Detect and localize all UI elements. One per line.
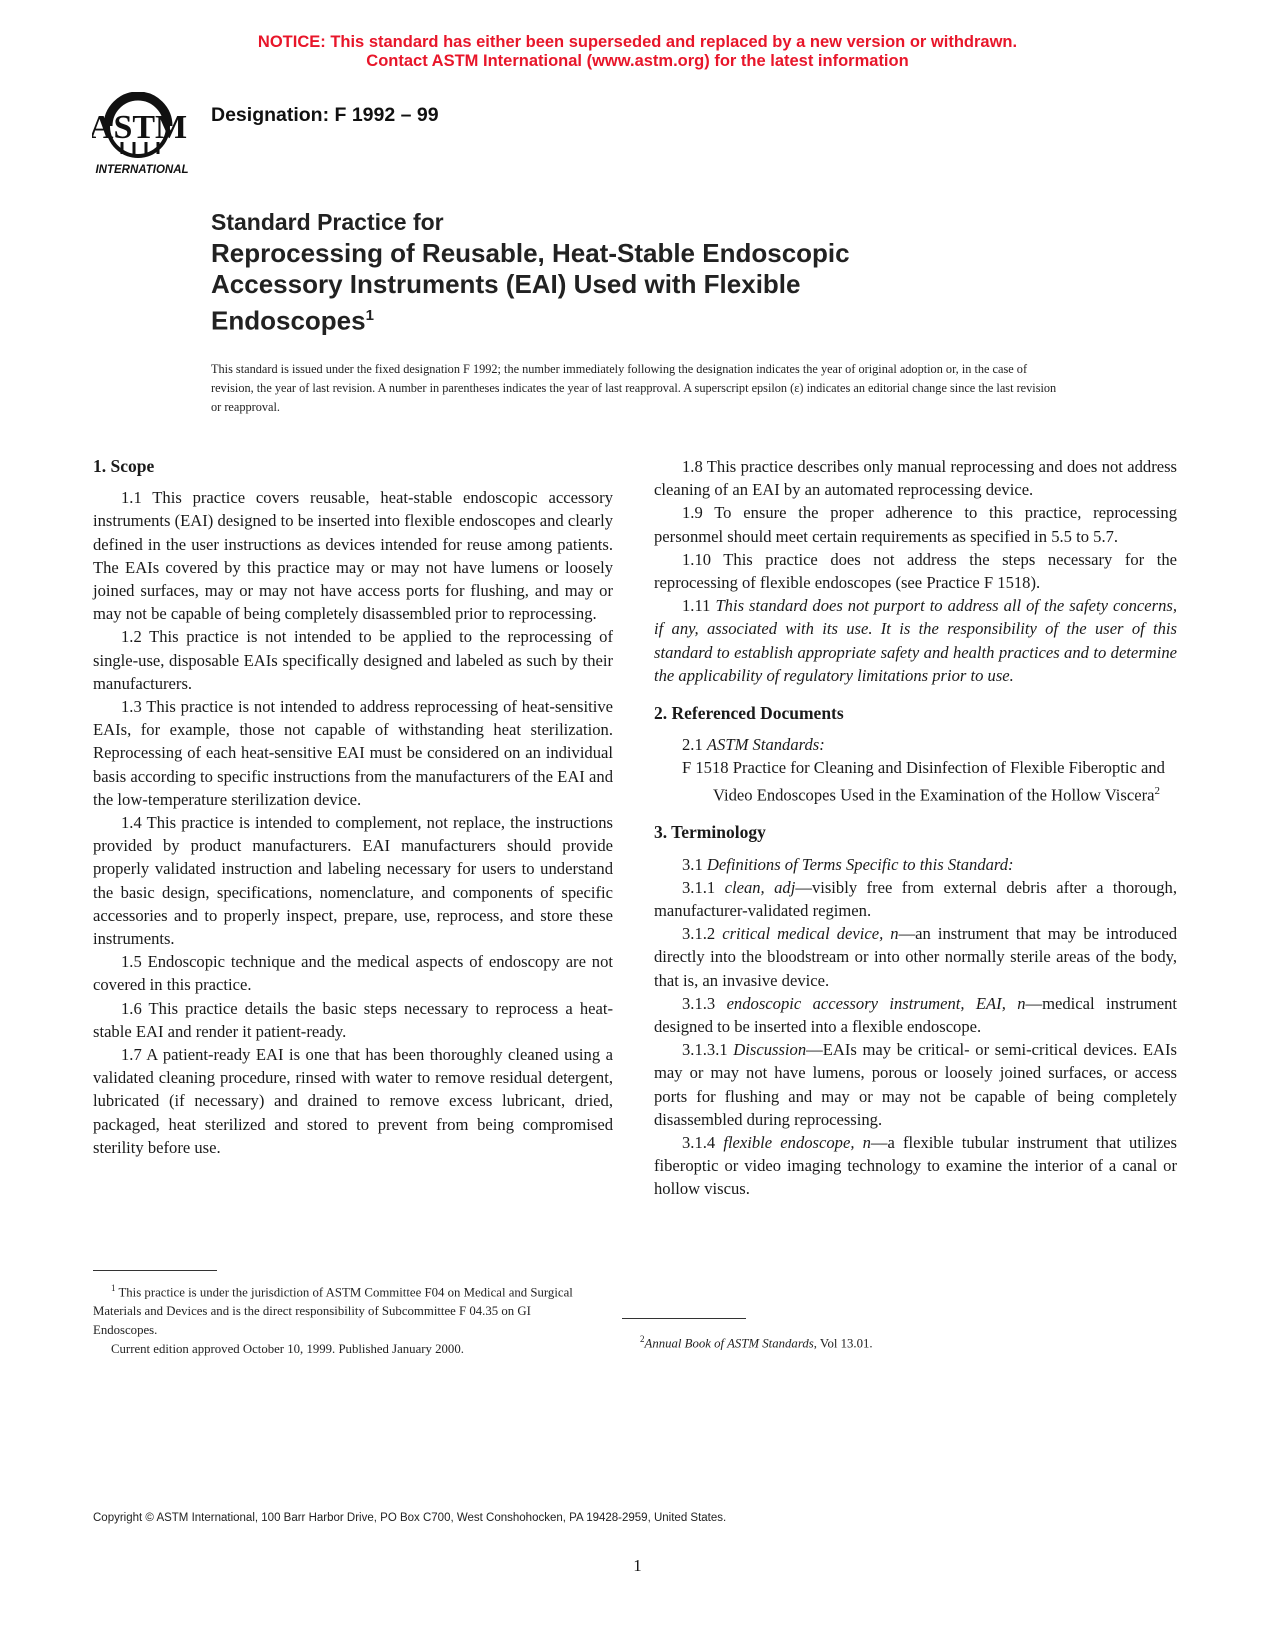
page-number: 1	[633, 1556, 642, 1575]
reference-f1518-text: F 1518 Practice for Cleaning and Disinfection of Flexible Fiberoptic and Video Endoscopes Used in the Examination of the Hollow Viscera	[682, 758, 1165, 805]
para-3-1-3-1	[654, 1038, 1177, 1131]
para-2-1	[654, 733, 1177, 756]
para-3-1-1	[654, 876, 1177, 922]
footnote-1-text: This practice is under the jurisdiction of ASTM Committee F04 on Medical and Surgical Materials and Devices and is the direct responsibility of Subcommittee F 04.35 on GI Endoscopes.	[93, 1285, 573, 1338]
para-3-1-number: 3.1	[682, 854, 703, 874]
reference-f1518	[682, 756, 1177, 806]
para-1-7: 1.7 A patient-ready EAI is one that has been thoroughly cleaned using a validated cleaning procedure, rinsed with water to remove residual detergent, lubricated (if necessary) and drained to remove excess lubricant, dried, packaged, heat sterilized and stored to prevent from being compromised sterility before use.	[93, 1045, 613, 1157]
para-1-8: 1.8 This practice describes only manual reprocessing and does not address cleaning of an EAI by an automated reprocessing device.	[654, 457, 1177, 500]
heading-scope: 1. Scope	[93, 456, 155, 476]
footnote-divider-left	[93, 1270, 217, 1271]
reference-f1518-footnote-ref: 2	[1154, 784, 1160, 797]
title-footnote-ref: 1	[365, 307, 374, 324]
para-1-10: 1.10 This practice does not address the steps necessary for the reprocessing of flexible endoscopes (see Practice F 1518).	[654, 549, 1177, 593]
definition-clean: —visibly free from external debris after a thorough, manufacturer-validated regimen.	[654, 877, 1177, 920]
definition-eai: —medical instrument designed to be inserted into a flexible endoscope.	[654, 993, 1177, 1036]
withdrawal-notice	[0, 33, 1275, 71]
notice-line-2: Contact ASTM International (www.astm.org) for the latest information	[366, 52, 909, 70]
para-1-11-text: This standard does not purport to address all of the safety concerns, if any, associated with its use. It is the responsibility of the user of this standard to establish appropriate safety and health practices and to determine the applicability of regulatory limitations prior to use.	[654, 596, 1178, 685]
definition-flexible-endoscope: —a flexible tubular instrument that utilizes fiberoptic or video imaging technology to examine the interior of a canal or hollow viscus.	[654, 1133, 1177, 1199]
para-3-1	[654, 853, 1177, 876]
para-3-1-3	[654, 992, 1177, 1038]
heading-referenced-documents: 2. Referenced Documents	[654, 703, 844, 724]
footnote-2-text: , Vol 13.01.	[813, 1336, 873, 1351]
left-column	[93, 455, 613, 1159]
para-2-1-text: ASTM Standards:	[706, 735, 825, 755]
copyright-line: Copyright © ASTM International, 100 Barr Harbor Drive, PO Box C700, West Conshohocken, PA 19428-2959, United States.	[93, 1512, 727, 1524]
para-1-4: 1.4 This practice is intended to complement, not replace, the instructions provided by product manufacturers. EAI manufacturers should provide properly validated instruction and labeling necessary for users to understand the basic design, specifications, nomenclature, and components of specific accessories and to properly inspect, prepare, use, reprocess, and store these instruments.	[93, 813, 613, 949]
para-1-11-number: 1.11	[682, 596, 711, 616]
issue-note: This standard is issued under the fixed designation F 1992; the number immediately following the designation indicates the year of original adoption or, in the case of revision, the year of last revision. A number in parentheses indicates the year of last reapproval. A superscript epsilon (ε) indicates an editorial change since the last revision or reapproval.	[211, 362, 1057, 414]
title-line-1: Standard Practice for	[211, 209, 444, 235]
title-line-2: Reprocessing of Reusable, Heat-Stable Endoscopic	[211, 238, 850, 268]
discussion-label: Discussion	[733, 1040, 807, 1060]
svg-text:ASTM: ASTM	[92, 109, 188, 146]
discussion-text: —EAIs may be critical- or semi-critical devices. EAIs may or may not have lumens, porous or loosely joined surfaces, or access ports for flushing and may or may not be capable of being completely disassembled during reprocessing.	[654, 1040, 1177, 1129]
para-1-3: 1.3 This practice is not intended to address reprocessing of heat-sensitive EAIs, for example, those not capable of withstanding heat sterilization. Reprocessing of each heat-sensitive EAI must be considered on an individual basis according to specific instructions from the manufacturers of the EAI and the low-temperature sterilization device.	[93, 697, 613, 809]
definition-critical-medical-device: —an instrument that may be introduced directly into the bloodstream or into other normally sterile areas of the body, that is, an invasive device.	[654, 924, 1177, 990]
footnote-2-title: Annual Book of ASTM Standards	[644, 1336, 814, 1351]
para-3-1-text: Definitions of Terms Specific to this Standard:	[706, 854, 1014, 874]
term-flexible-endoscope: flexible endoscope, n	[723, 1133, 871, 1153]
para-2-1-number: 2.1	[682, 735, 703, 755]
para-3-1-2	[654, 922, 1177, 992]
para-3-1-2-number: 3.1.2	[682, 924, 716, 944]
footnote-1	[93, 1279, 589, 1359]
para-1-5: 1.5 Endoscopic technique and the medical aspects of endoscopy are not covered in this practice.	[93, 952, 613, 995]
para-3-1-4-number: 3.1.4	[682, 1133, 716, 1153]
para-1-6: 1.6 This practice details the basic steps necessary to reprocess a heat-stable EAI and render it patient-ready.	[93, 998, 613, 1041]
designation: Designation: F 1992 – 99	[211, 104, 439, 126]
para-1-9: 1.9 To ensure the proper adherence to this practice, reprocessing personmel should meet certain requirements as specified in 5.5 to 5.7.	[654, 503, 1177, 546]
para-3-1-3-1-number: 3.1.3.1	[682, 1040, 728, 1060]
astm-logo-icon	[92, 92, 196, 182]
term-clean: clean, adj	[724, 877, 796, 897]
para-1-1: 1.1 This practice covers reusable, heat-stable endoscopic accessory instruments (EAI) designed to be inserted into flexible endoscopes and clearly defined in the user instructions as devices intended for reuse among patients. The EAIs covered by this practice may or may not have lumens or loosely joined surfaces, may or may not have access ports for flushing, and may or may not be capable of being completely disassembled prior to reprocessing.	[93, 488, 613, 624]
heading-terminology: 3. Terminology	[654, 822, 766, 843]
para-3-1-1-number: 3.1.1	[682, 877, 716, 897]
para-3-1-3-number: 3.1.3	[682, 993, 716, 1013]
title-line-4: Endoscopes	[211, 305, 366, 336]
footnote-divider-right	[622, 1318, 746, 1319]
footnote-2	[622, 1330, 1122, 1353]
para-1-11	[654, 594, 1177, 687]
term-critical-medical-device: critical medical device, n	[722, 924, 899, 944]
footnote-2-marker: 2	[640, 1334, 645, 1344]
document-title	[211, 207, 1111, 337]
footnote-1-edition: Current edition approved October 10, 1999. Published January 2000.	[111, 1342, 464, 1357]
logo-text: INTERNATIONAL	[95, 164, 189, 176]
notice-line-1: NOTICE: This standard has either been superseded and replaced by a new version or withdrawn.	[257, 33, 1018, 51]
footnote-1-marker: 1	[111, 1283, 116, 1293]
right-column	[654, 455, 1177, 1201]
title-line-3: Accessory Instruments (EAI) Used with Flexible	[211, 269, 801, 299]
para-1-2: 1.2 This practice is not intended to be applied to the reprocessing of single-use, disposable EAIs specifically designed and labeled as such by their manufacturers.	[93, 627, 613, 693]
term-eai: endoscopic accessory instrument, EAI, n	[726, 993, 1026, 1013]
para-3-1-4	[654, 1131, 1177, 1201]
